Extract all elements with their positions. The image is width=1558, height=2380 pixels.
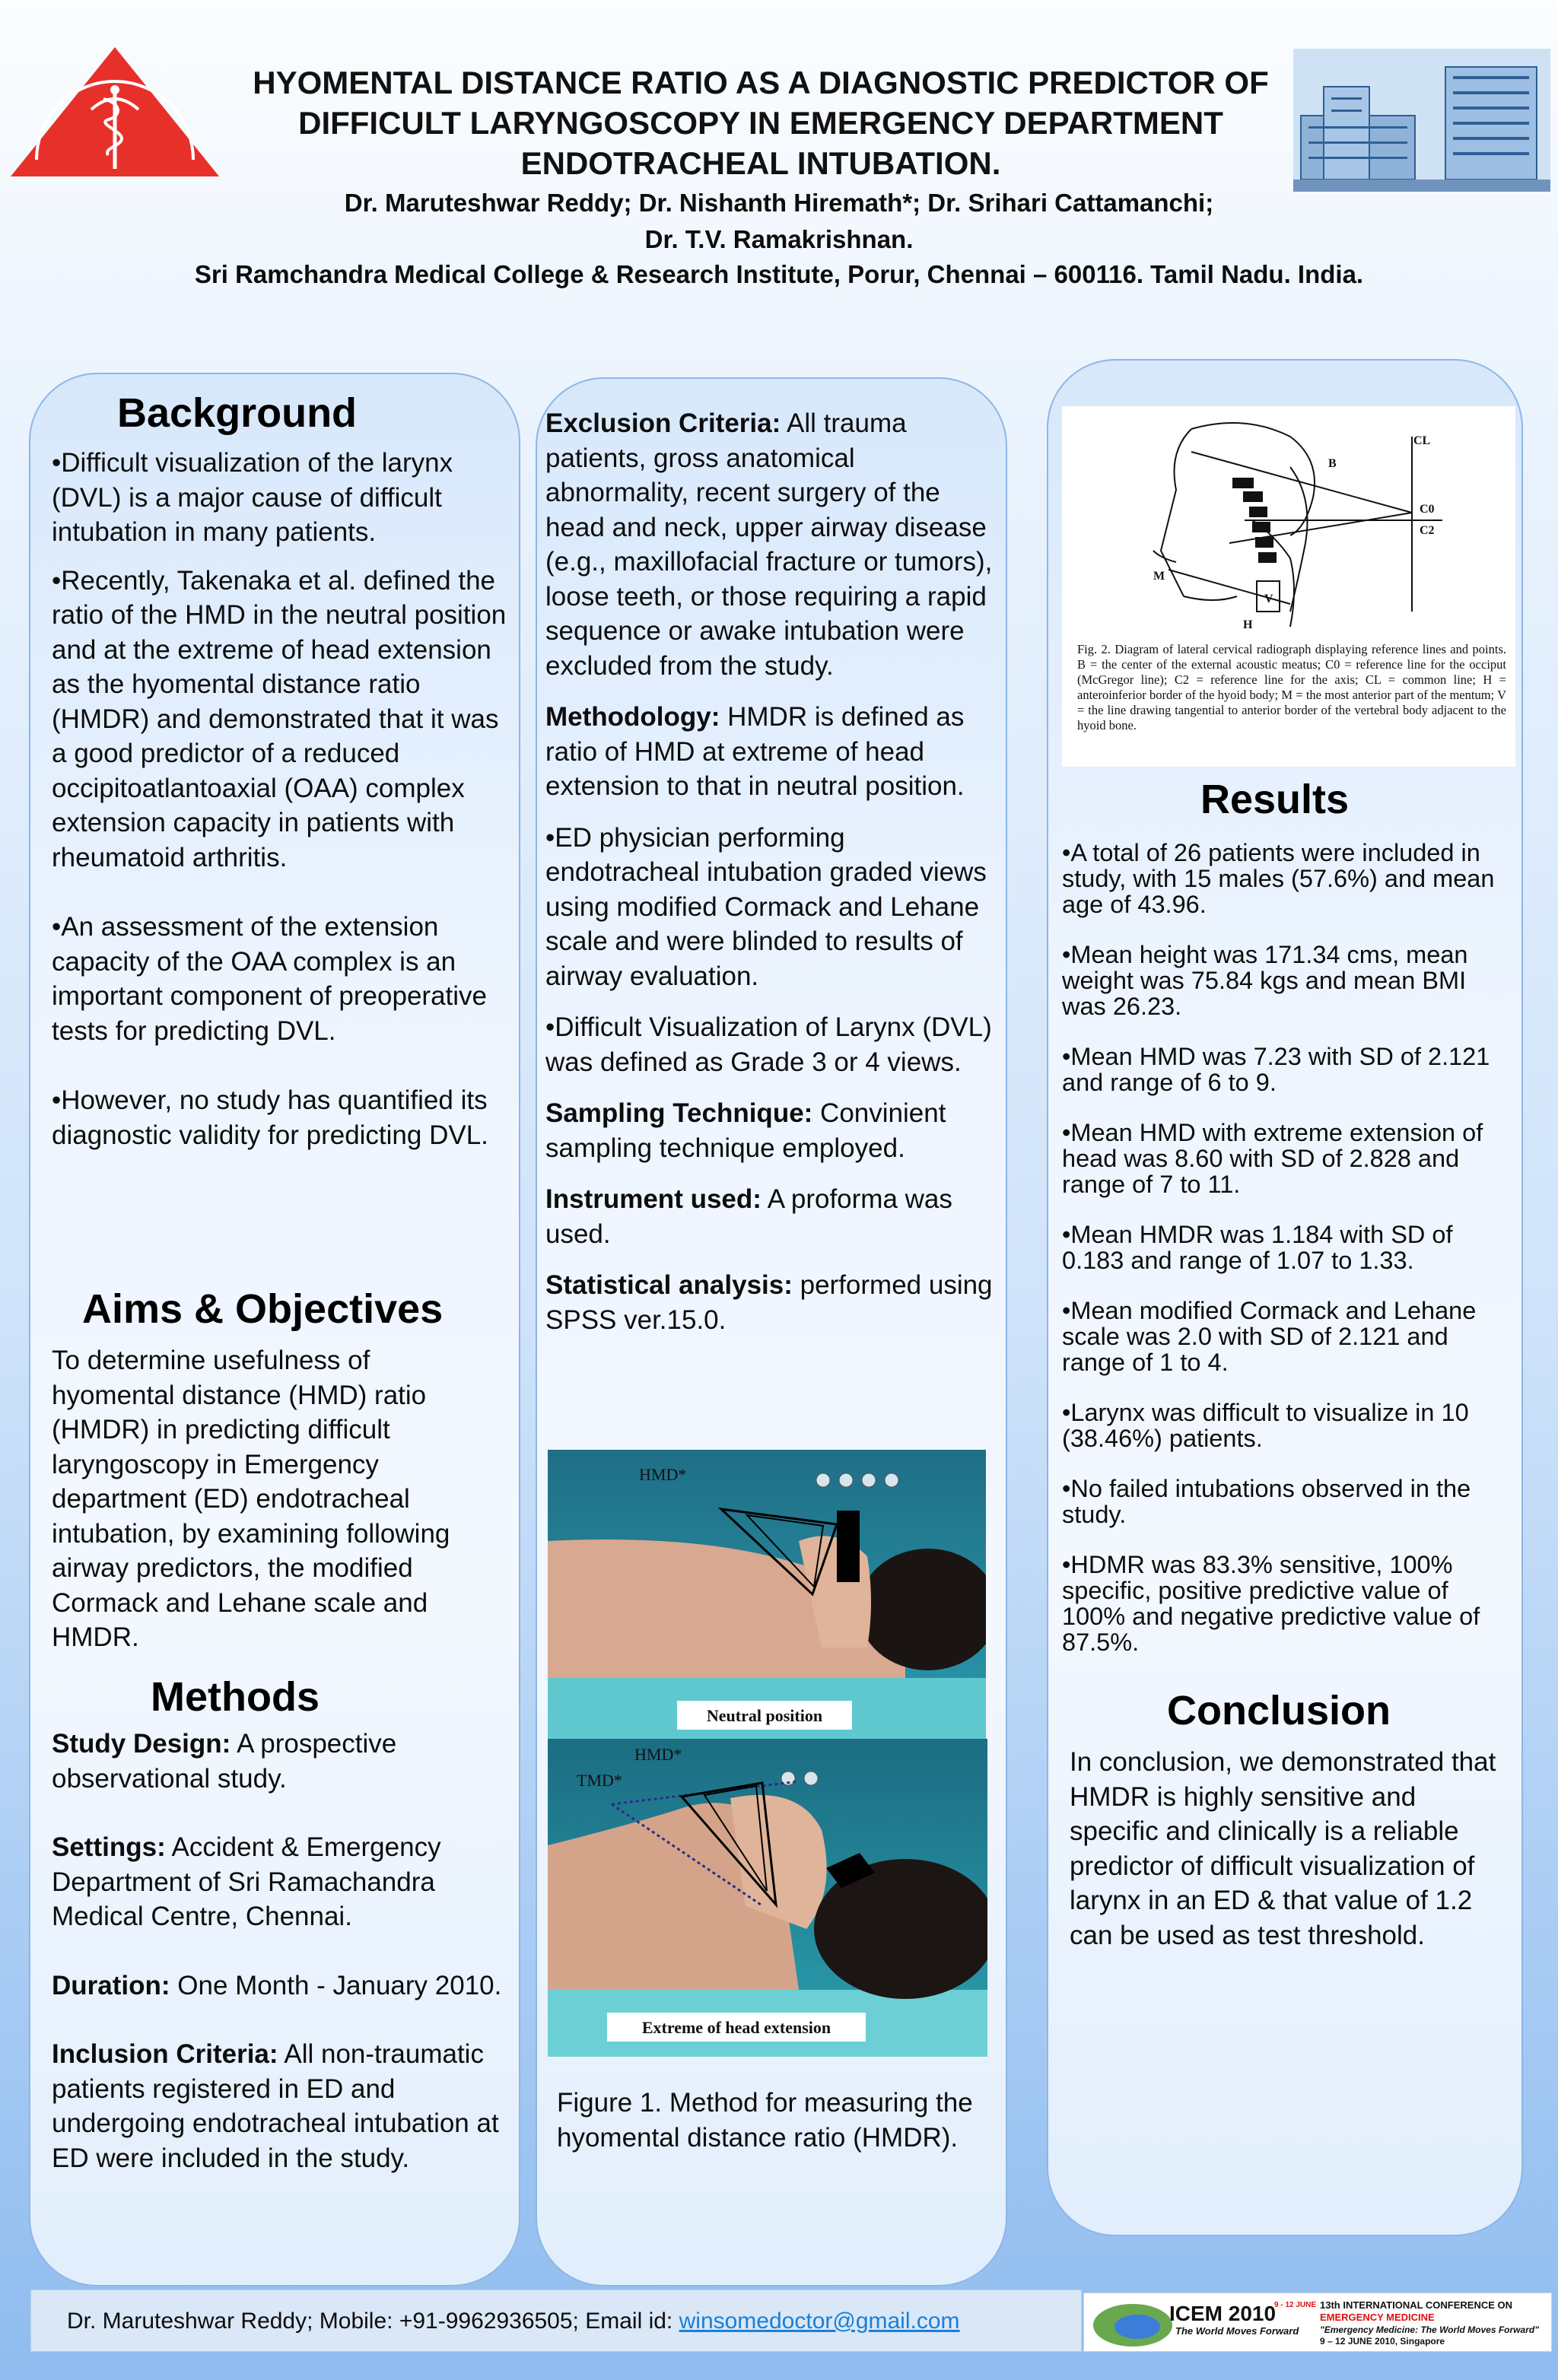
results-heading: Results [1200, 777, 1350, 822]
result-item-8: •No failed intubations observed in the study. [1062, 1475, 1471, 1528]
exclusion-criteria [545, 406, 1002, 683]
methods-heading: Methods [151, 1674, 320, 1720]
background-point-2: •Recently, Takenaka et al. defined the ratio of the HMD in the neutral position and at the extreme of head extension as the hyomental distance ratio (HMDR) and demonstrated that it was a good predictor of a reduced occipitoatlantoaxial (OAA) complex extension capacity in patients with rheumatoid arthritis. [52, 565, 507, 872]
conclusion-heading: Conclusion [1167, 1688, 1391, 1733]
duration-label: Duration: [52, 1970, 170, 2000]
result-item-9: •HDMR was 83.3% sensitive, 100% specific, positive predictive value of 100% and negative predictive value of 87.5%. [1062, 1551, 1480, 1656]
sampling-technique [545, 1096, 1002, 1165]
icem-logo-graphic [1084, 2293, 1551, 2351]
inclusion-criteria [52, 2037, 508, 2175]
head-extension-photo [548, 1739, 987, 2057]
settings-label: Settings: [52, 1832, 166, 1862]
icem-line-4: 9 – 12 JUNE 2010, Singapore [1320, 2336, 1445, 2347]
radiograph-drawing [1062, 406, 1515, 634]
result-item-2: •Mean height was 171.34 cms, mean weight was 75.84 kgs and mean BMI was 26.23. [1062, 941, 1468, 1020]
icem-line-3: "Emergency Medicine: The World Moves Forward" [1320, 2324, 1539, 2335]
ed-physician-point: •ED physician performing endotracheal intubation graded views using modified Cormack and Lehane scale and were blinded to results of airway evaluation. [545, 822, 987, 991]
result-item-1: •A total of 26 patients were included in study, with 15 males (57.6%) and mean age of 43.96. [1062, 839, 1495, 918]
background-point-1: •Difficult visualization of the larynx (DVL) is a major cause of difficult intubation in many patients. [52, 448, 453, 547]
background-heading: Background [117, 390, 358, 436]
icem-conference-logo [1083, 2293, 1552, 2352]
conclusion-text: In conclusion, we demonstrated that HMDR is highly sensitive and specific and clinically is a reliable predictor of difficult visualization of larynx in an ED & that value of 1.2 can be used as test threshold. [1070, 1747, 1496, 1950]
duration-value: One Month - January 2010. [170, 1970, 502, 2000]
exclusion-label: Exclusion Criteria: [545, 408, 781, 438]
inclusion-value: All non-traumatic patients registered in ED and undergoing endotracheal intubation at ED were included in the study. [52, 2039, 499, 2173]
exclusion-value: All trauma patients, gross anatomical abnormality, recent surgery of the head and neck, upper airway disease (e.g., maxillofacial fracture or tumors), loose teeth, or those requiring a rapid sequence or awake intubation were excluded from the study. [545, 408, 993, 681]
label-c2: C2 [1420, 524, 1435, 537]
methods-section [52, 1727, 508, 2175]
stats-value: performed using SPSS ver.15.0. [545, 1270, 993, 1335]
background-point-3: •An assessment of the extension capacity of the OAA complex is an important component of preoperative tests for predicting DVL. [52, 912, 487, 1046]
email-link[interactable]: winsomedoctor@gmail.com [679, 2309, 960, 2334]
icem-tagline: The World Moves Forward [1175, 2325, 1299, 2337]
settings [52, 1830, 508, 1934]
label-c0: C0 [1420, 503, 1435, 516]
background-point-4: •However, no study has quantified its diagnostic validity for predicting DVL. [52, 1085, 488, 1150]
contact-info [67, 2308, 960, 2335]
label-h: H [1243, 618, 1253, 631]
duration [52, 1969, 508, 2003]
icem-name: ICEM 2010 [1169, 2302, 1277, 2325]
instrument-label: Instrument used: [545, 1184, 762, 1214]
neutral-position-label: Neutral position [706, 1706, 823, 1725]
institution-logo [8, 46, 222, 183]
neutral-position-photo [548, 1450, 986, 1742]
results-list [1062, 840, 1511, 1655]
methodology-label: Methodology: [545, 702, 720, 732]
icem-date-short: 9 - 12 JUNE [1274, 2301, 1317, 2309]
result-item-4: •Mean HMD with extreme extension of head was 8.60 with SD of 2.828 and range of 7 to 11. [1062, 1119, 1483, 1198]
authors-line-2: Dr. T.V. Ramakrishnan. [644, 225, 914, 253]
result-item-7: •Larynx was difficult to visualize in 10 (38.46%) patients. [1062, 1399, 1469, 1452]
sampling-label: Sampling Technique: [545, 1098, 813, 1128]
label-b: B [1328, 457, 1337, 470]
label-cl: CL [1413, 434, 1431, 447]
hospital-building-image [1293, 49, 1550, 192]
poster-title: HYOMENTAL DISTANCE RATIO AS A DIAGNOSTIC PREDICTOR OF DIFFICULT LARYNGOSCOPY IN EMERGENCY DEPARTMENT ENDOTRACHEAL INTUBATION. [253, 65, 1269, 181]
authors-line-1: Dr. Maruteshwar Reddy; Dr. Nishanth Hiremath*; Dr. Srihari Cattamanchi; [344, 189, 1214, 217]
extreme-extension-label: Extreme of head extension [641, 2018, 831, 2037]
inclusion-label: Inclusion Criteria: [52, 2039, 278, 2069]
result-item-5: •Mean HMDR was 1.184 with SD of 0.183 and range of 1.07 to 1.33. [1062, 1221, 1453, 1274]
figure-2-caption: Fig. 2. Diagram of lateral cervical radiograph displaying reference lines and points. B = the center of the external acoustic meatus; C0 = reference line for the occiput (McGregor line); C2 = reference line for the axis; CL = common line; H = anteroinferior border of the hyoid body; M = the most anterior part of the mentum; V = the line drawing tangential to anterior border of the vertebral body adjacent to the hyoid bone. [1077, 642, 1506, 732]
tmd-label: TMD* [577, 1771, 622, 1790]
result-item-3: •Mean HMD was 7.23 with SD of 2.121 and range of 6 to 9. [1062, 1043, 1490, 1096]
study-design-label: Study Design: [52, 1729, 231, 1759]
icem-line-1: 13th INTERNATIONAL CONFERENCE ON [1320, 2299, 1513, 2311]
methodology-value: HMDR is defined as ratio of HMD at extreme of head extension to that in neutral position. [545, 702, 965, 801]
study-design-value: A prospective observational study. [52, 1729, 397, 1794]
label-m: M [1153, 570, 1165, 583]
figure-1-caption: Figure 1. Method for measuring the hyomental distance ratio (HMDR). [557, 2088, 973, 2153]
background-section [52, 446, 508, 1152]
dvl-definition: •Difficult Visualization of Larynx (DVL) was defined as Grade 3 or 4 views. [545, 1012, 992, 1077]
contact-details: Dr. Maruteshwar Reddy; Mobile: +91-9962936505; Email id: [67, 2309, 679, 2334]
settings-value: Accident & Emergency Department of Sri Ramachandra Medical Centre, Chennai. [52, 1832, 441, 1931]
result-item-6: •Mean modified Cormack and Lehane scale was 2.0 with SD of 2.121 and range of 1 to 4. [1062, 1297, 1477, 1376]
aims-text: To determine usefulness of hyomental distance (HMD) ratio (HMDR) in predicting difficult laryngoscopy in Emergency department (ED) endotracheal intubation, by examining following airway predictors, the modified Cormack and Lehane scale and HMDR. [52, 1346, 450, 1652]
study-design [52, 1727, 508, 1796]
affiliation: Sri Ramchandra Medical College & Research Institute, Porur, Chennai – 600116. Tamil Nadu. India. [194, 260, 1364, 288]
stats-label: Statistical analysis: [545, 1270, 793, 1300]
instrument-used [545, 1182, 1002, 1251]
statistical-analysis [545, 1268, 1002, 1337]
instrument-value: A proforma was used. [545, 1184, 952, 1249]
methodology [545, 700, 1002, 804]
methods-continued [545, 406, 1002, 1337]
hmd-label: HMD* [639, 1465, 687, 1484]
sampling-value: Convinient sampling technique employed. [545, 1098, 946, 1163]
radiograph-diagram [1062, 406, 1515, 767]
icem-line-2: EMERGENCY MEDICINE [1320, 2312, 1435, 2323]
label-v: V [1264, 593, 1273, 605]
hmd-label-extension: HMD* [634, 1745, 682, 1764]
aims-heading: Aims & Objectives [82, 1286, 444, 1332]
